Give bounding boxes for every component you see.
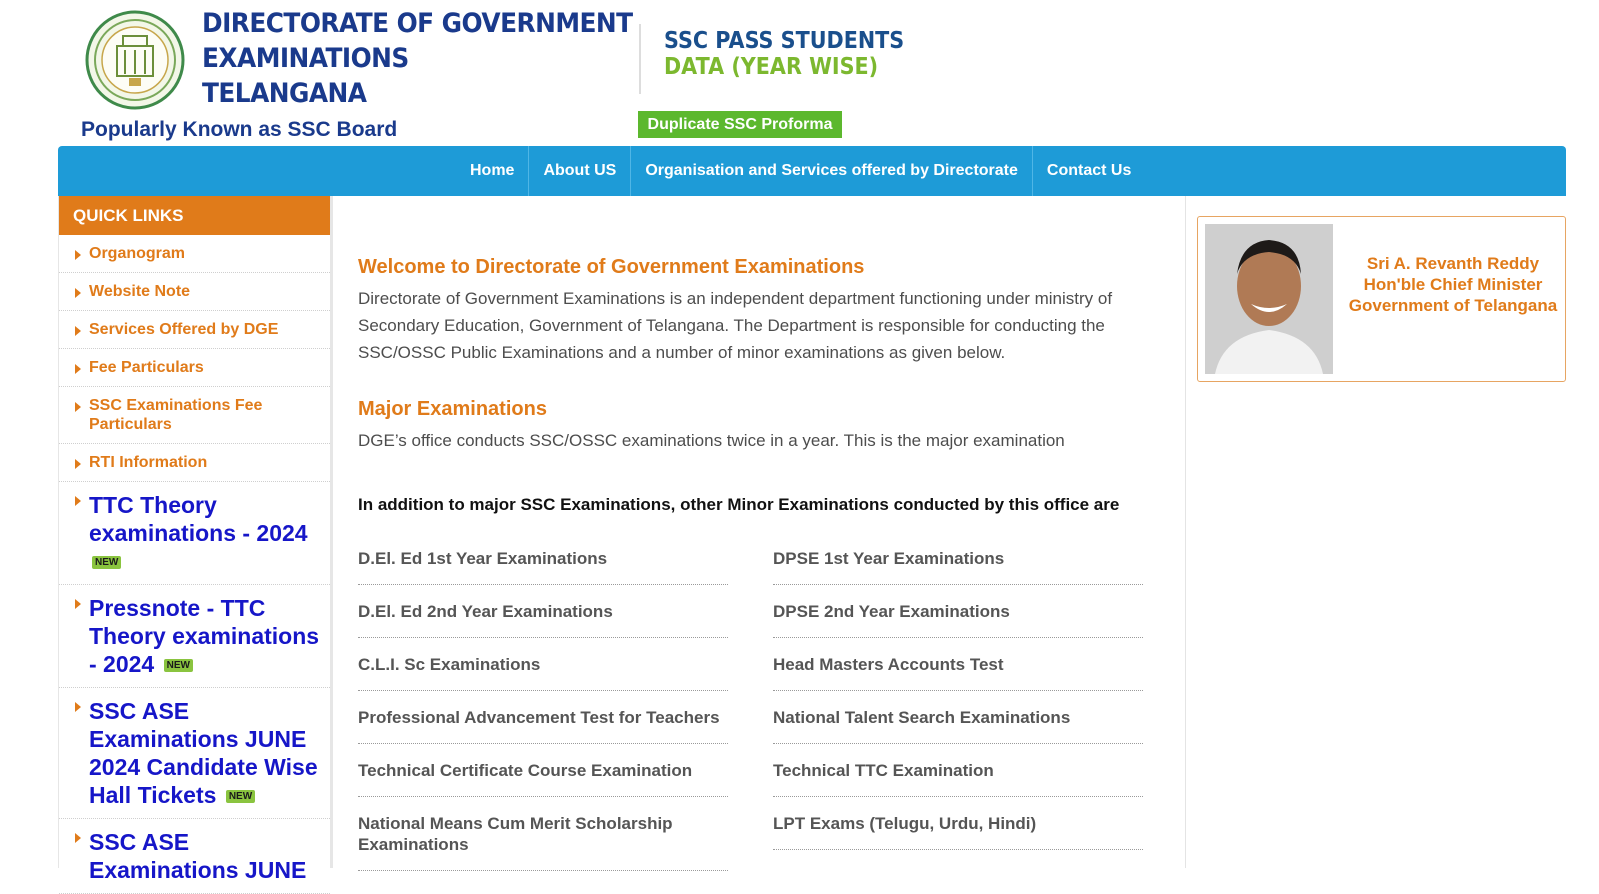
quick-link-organogram[interactable] (59, 235, 330, 273)
cm-name: Sri A. Revanth Reddy (1366, 254, 1540, 273)
minor-exams-heading: In addition to major SSC Examinations, other Minor Examinations conducted by this office are (358, 495, 1120, 514)
exam-link[interactable]: LPT Exams (Telugu, Urdu, Hindi) (773, 813, 1143, 850)
chief-minister-caption (1342, 253, 1564, 316)
exam-link[interactable]: D.El. Ed 2nd Year Examinations (358, 601, 728, 638)
nav-about-us[interactable]: About US (529, 146, 631, 196)
quick-link-website-note[interactable] (59, 273, 330, 311)
quick-link-label: Organogram (89, 245, 186, 262)
ssc-pass-line1: SSC PASS STUDENTS (664, 28, 905, 54)
arrow-right-icon (75, 250, 81, 260)
quick-link-label: SSC ASE Examinations JUNE 2024 Candidate Wise Hall Tickets (89, 698, 318, 808)
arrow-right-icon (75, 459, 81, 469)
quick-link-services[interactable] (59, 311, 330, 349)
quick-link-ssc-ase-june[interactable] (59, 819, 330, 894)
org-title-line: DIRECTORATE OF GOVERNMENT (202, 8, 633, 39)
new-badge: NEW (92, 556, 121, 569)
new-badge: NEW (164, 659, 193, 672)
org-title-line: TELANGANA (202, 78, 367, 109)
new-badge: NEW (226, 790, 255, 803)
exam-link[interactable]: Technical Certificate Course Examination (358, 760, 728, 797)
quick-link-pressnote-ttc[interactable] (59, 585, 330, 688)
exam-link[interactable]: DPSE 2nd Year Examinations (773, 601, 1143, 638)
org-title-line: EXAMINATIONS (202, 43, 409, 74)
ssc-pass-students-link[interactable] (664, 28, 904, 80)
org-title (202, 6, 633, 111)
telangana-emblem-icon (85, 6, 185, 114)
exam-link[interactable]: National Means Cum Merit Scholarship Examinations (358, 813, 728, 871)
exam-link[interactable]: C.L.I. Sc Examinations (358, 654, 728, 691)
arrow-right-icon (75, 402, 81, 412)
quick-links-sidebar (58, 196, 333, 883)
exam-link[interactable]: National Talent Search Examinations (773, 707, 1143, 744)
chief-minister-photo (1205, 224, 1333, 374)
quick-link-ssc-fee[interactable] (59, 387, 330, 444)
arrow-right-icon (75, 496, 81, 506)
ssc-pass-line2: DATA (YEAR WISE) (664, 54, 879, 80)
main-nav (58, 146, 1566, 196)
exam-list-left (358, 548, 728, 887)
exam-link[interactable]: Technical TTC Examination (773, 760, 1143, 797)
major-exams-text: DGE’s office conducts SSC/OSSC examinations twice in a year. This is the major examination (358, 431, 1065, 450)
arrow-right-icon (75, 833, 81, 843)
header-divider (639, 24, 641, 94)
exam-link[interactable]: Head Masters Accounts Test (773, 654, 1143, 691)
quick-link-label: Pressnote - TTC Theory examinations - 2024 (89, 595, 320, 677)
quick-link-label: RTI Information (89, 454, 208, 471)
major-exams-title: Major Examinations (358, 398, 547, 420)
cm-government: Government of Telangana (1348, 296, 1558, 315)
nav-contact-us[interactable]: Contact Us (1046, 162, 1132, 179)
content-divider (1185, 196, 1186, 868)
nav-organisation-services[interactable]: Organisation and Services offered by Directorate (631, 146, 1033, 196)
quick-link-label: Website Note (89, 283, 191, 300)
tagline: Popularly Known as SSC Board (81, 118, 398, 141)
arrow-right-icon (75, 702, 81, 712)
arrow-right-icon (75, 326, 81, 336)
quick-link-label: TTC Theory examinations - 2024 (89, 492, 308, 546)
arrow-right-icon (75, 599, 81, 609)
quick-link-ttc-theory[interactable] (59, 482, 330, 585)
nav-home[interactable]: Home (456, 146, 529, 196)
arrow-right-icon (75, 364, 81, 374)
exam-list-right (773, 548, 1143, 866)
main-content (358, 196, 1170, 868)
quick-link-fee-particulars[interactable] (59, 349, 330, 387)
site-header (0, 0, 1599, 146)
exam-link[interactable]: D.El. Ed 1st Year Examinations (358, 548, 728, 585)
quick-link-label: SSC ASE Examinations JUNE (89, 829, 307, 883)
quick-links-heading: QUICK LINKS (59, 196, 330, 235)
cm-designation: Hon'ble Chief Minister (1363, 275, 1543, 294)
welcome-text: Directorate of Government Examinations is an independent department functioning under ministry of Secondary Education, Government of Telangana. The Department is responsible for conducting the SSC/OSSC Public Examinations and a number of minor examinations as given below. (358, 289, 1113, 362)
chief-minister-card (1197, 216, 1566, 382)
quick-link-ssc-ase-hall-tickets[interactable] (59, 688, 330, 819)
welcome-title: Welcome to Directorate of Government Examinations (358, 256, 865, 278)
exam-link[interactable]: Professional Advancement Test for Teachers (358, 707, 728, 744)
quick-link-label: SSC Examinations Fee Particulars (89, 397, 263, 433)
quick-link-rti[interactable] (59, 444, 330, 482)
quick-link-label: Fee Particulars (89, 359, 204, 376)
arrow-right-icon (75, 288, 81, 298)
exam-link[interactable]: DPSE 1st Year Examinations (773, 548, 1143, 585)
duplicate-ssc-proforma-button[interactable]: Duplicate SSC Proforma (638, 111, 842, 138)
quick-link-label: Services Offered by DGE (89, 321, 279, 338)
